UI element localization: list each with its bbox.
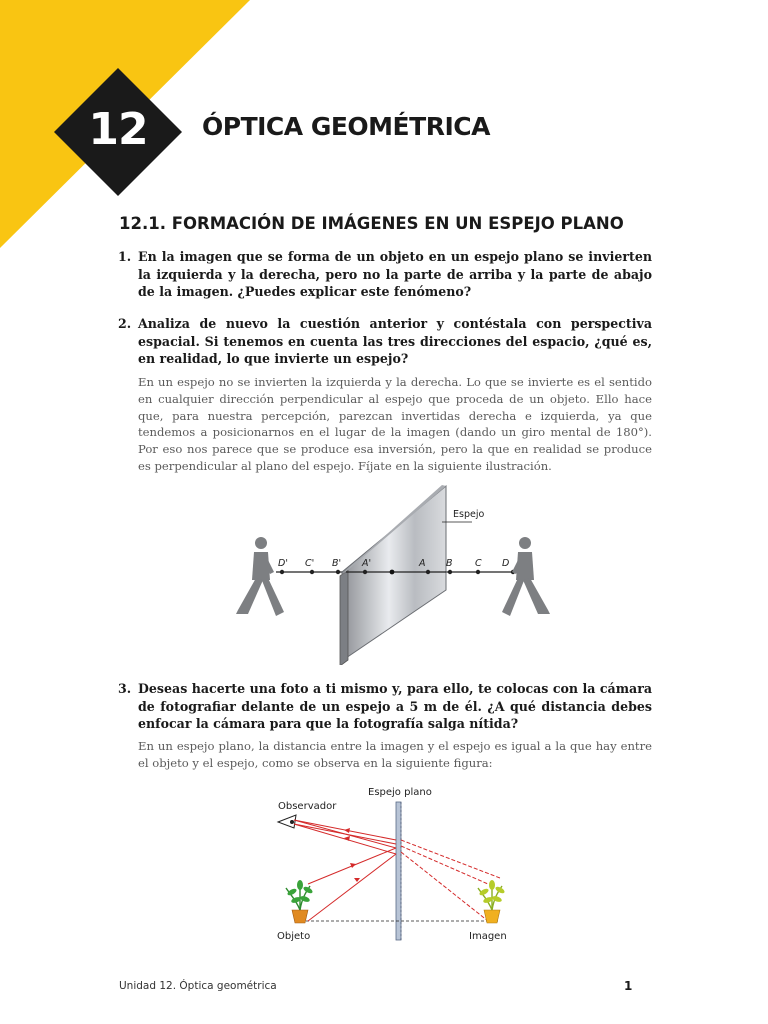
virtual-rays [401, 840, 500, 921]
question-number: 3. [118, 681, 132, 696]
mirror-edge [340, 570, 348, 665]
label-a: A [419, 558, 426, 569]
point-a [426, 570, 430, 574]
point-d-prime [280, 570, 284, 574]
page-number: 1 [624, 979, 633, 993]
question-3 [118, 680, 652, 733]
label-a-prime: A' [362, 558, 372, 569]
observer-label: Observador [278, 801, 337, 812]
answer-2: En un espejo no se invierten la izquierda y la derecha. Lo que se invierte es el sentido en cualquier dirección perpendicular al espejo que proceda de un objeto. Ello hace que, para nuestra percepción, parezcan invertidas derecha e izquierda, ya que tendemos a posicionarnos en el lugar de la imagen (dando un giro mental de 180°). Por eso nos parece que se produce esa inversión, pero la que en realidad se produce es perpendicular al plano del espejo. Fíjate en la siguiente ilustración. [138, 375, 652, 473]
label-b-prime: B' [332, 558, 342, 569]
question-number: 2. [118, 316, 132, 331]
section-title: 12.1. FORMACIÓN DE IMÁGENES EN UN ESPEJO PLANO [119, 214, 624, 233]
light-rays [294, 820, 396, 921]
question-text: En la imagen que se forma de un objeto en un espejo plano se invierten la izquierda y la derecha, pero no la parte de arriba y la parte de abajo de la imagen. ¿Puedes explicar este fenómeno? [138, 249, 652, 299]
question-text: Analiza de nuevo la cuestión anterior y contéstala con perspectiva espacial. Si tenemos en cuenta las tres direcciones del espacio, ¿qué es, en realidad, lo que invierte un espejo? [138, 316, 652, 366]
label-b: B [446, 558, 453, 569]
observer-eye-icon [278, 815, 296, 828]
image-label: Imagen [469, 931, 507, 942]
question-number: 1. [118, 249, 132, 264]
answer-3: En un espejo plano, la distancia entre la imagen y el espejo es igual a la que hay entre el objeto y el espejo, como se observa en la siguiente figura: [138, 739, 652, 770]
plane-mirror-ray-figure [270, 782, 520, 947]
plane-mirror [396, 802, 401, 940]
point-b [448, 570, 452, 574]
point-c-prime [310, 570, 314, 574]
label-d-prime: D' [278, 558, 288, 569]
mirror-label: Espejo plano [368, 787, 432, 798]
mirror-point [390, 570, 395, 575]
label-c-prime: C' [305, 558, 315, 569]
point-c [476, 570, 480, 574]
point-a-prime [363, 570, 367, 574]
walking-figure-right [502, 537, 550, 616]
footer-unit: Unidad 12. Óptica geométrica [119, 980, 277, 992]
question-2 [118, 315, 652, 368]
mirror-inversion-figure [228, 480, 558, 665]
object-plant [286, 880, 314, 923]
mirror-label: Espejo [453, 509, 485, 520]
label-c: C [475, 558, 482, 569]
walking-figure-left [236, 537, 284, 616]
question-text: Deseas hacerte una foto a ti mismo y, para ello, te colocas con la cámara de fotografiar delante de un espejo a 5 m de él. ¿A qué distancia debes enfocar la cámara para que la fotografía salga nítida? [138, 681, 652, 731]
chapter-title: ÓPTICA GEOMÉTRICA [202, 112, 490, 141]
question-1 [118, 248, 652, 301]
chapter-number: 12 [88, 104, 148, 155]
label-d: D [502, 558, 510, 569]
object-label: Objeto [277, 931, 311, 942]
point-b-prime [336, 570, 340, 574]
